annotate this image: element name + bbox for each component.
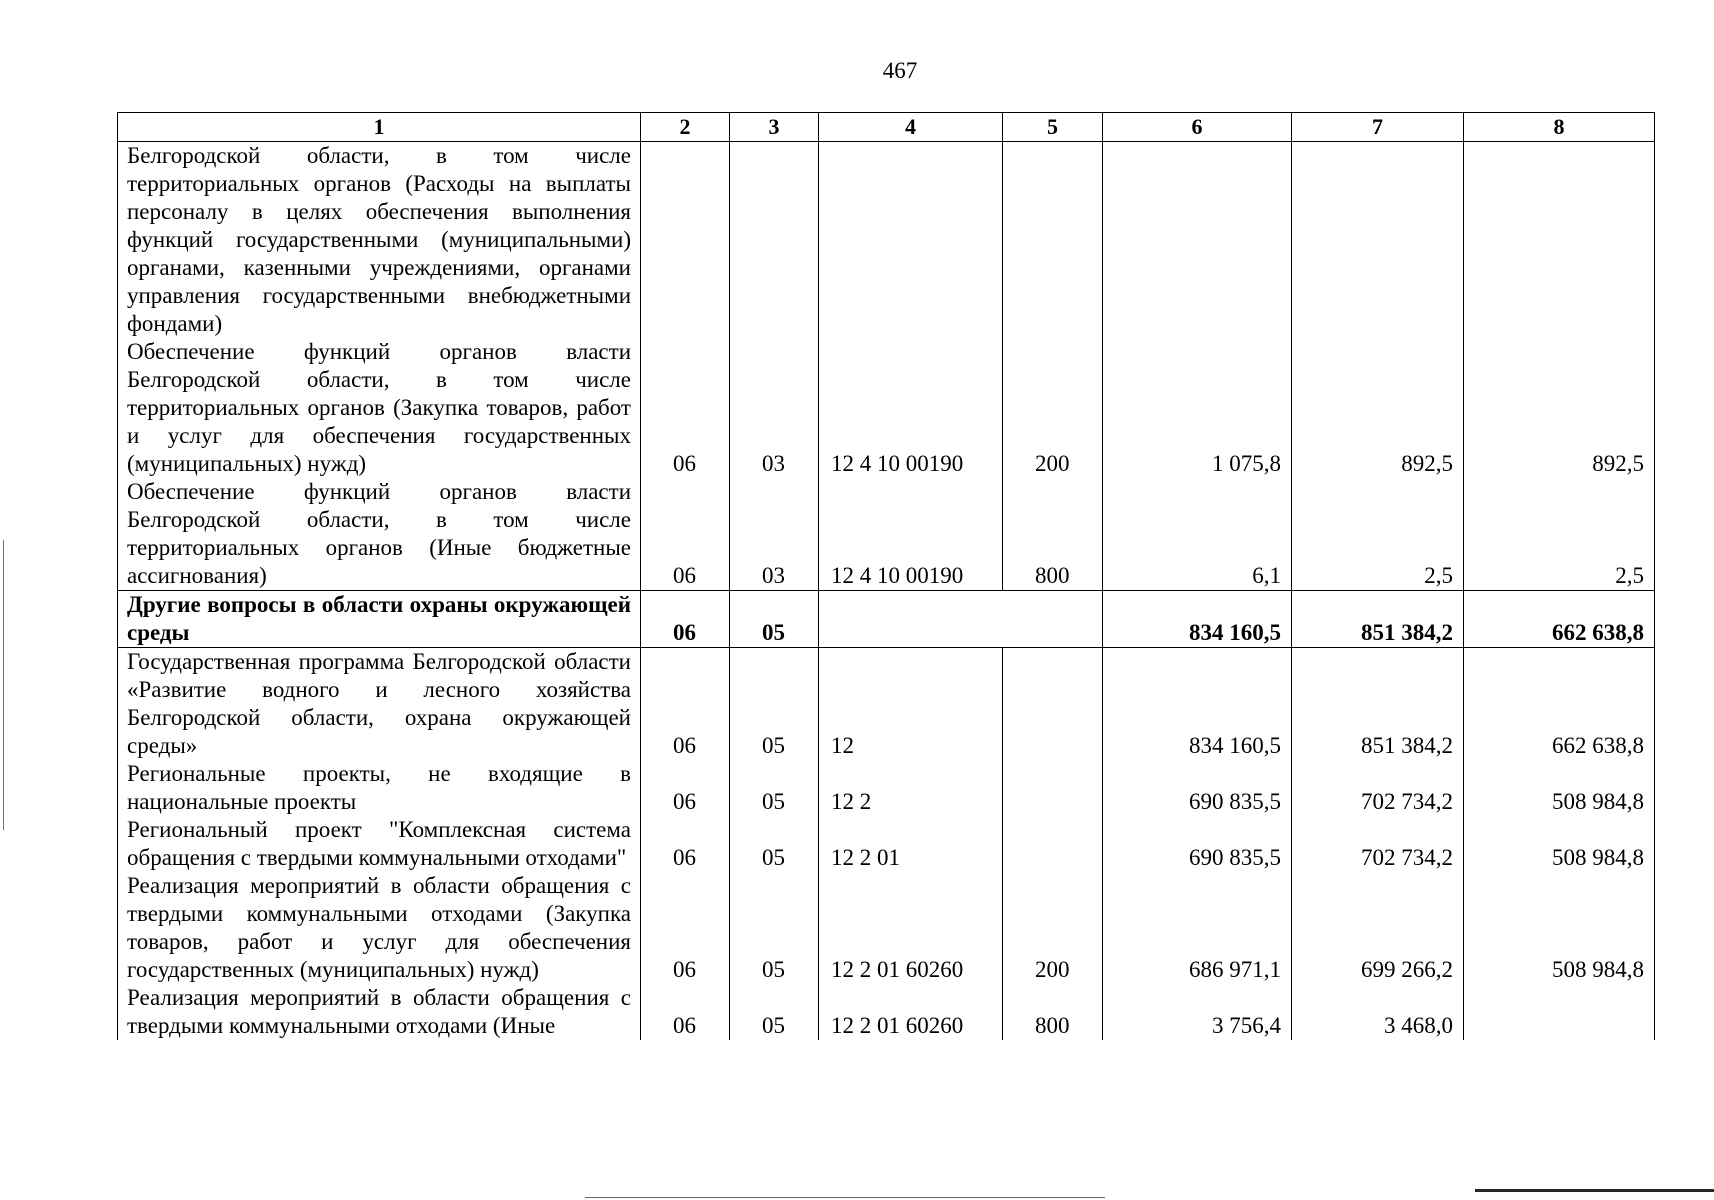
column-header: 1	[118, 113, 641, 142]
cell-expense-type	[1003, 760, 1103, 816]
cell-target-code: 12 2 01 60260	[819, 872, 1003, 984]
cell-expense-type: 800	[1003, 984, 1103, 1040]
cell-target-code: 12 2 01	[819, 816, 1003, 872]
table-row	[118, 872, 1655, 984]
cell-expense-type	[1003, 591, 1103, 648]
cell-subsection: 05	[730, 984, 819, 1040]
column-header: 6	[1103, 113, 1292, 142]
cell-subsection	[730, 142, 819, 339]
cell-target-code: 12 4 10 00190	[819, 478, 1003, 591]
column-header: 3	[730, 113, 819, 142]
cell-amount-col8: 508 984,8	[1464, 816, 1655, 872]
row-name: Региональные проекты, не входящие в национальные проекты	[118, 760, 641, 816]
column-header: 8	[1464, 113, 1655, 142]
row-name: Обеспечение функций органов власти Белгородской области, в том числе территориальных органов (Иные бюджетные ассигнования)	[118, 478, 641, 591]
cell-section	[641, 142, 730, 339]
scan-footer-line	[585, 1197, 1105, 1198]
cell-expense-type: 200	[1003, 872, 1103, 984]
cell-amount-col6: 834 160,5	[1103, 591, 1292, 648]
cell-subsection: 03	[730, 338, 819, 478]
cell-section: 06	[641, 591, 730, 648]
cell-subsection: 03	[730, 478, 819, 591]
cell-target-code: 12 2 01 60260	[819, 984, 1003, 1040]
table-row	[118, 984, 1655, 1040]
table-row	[118, 648, 1655, 761]
cell-expense-type	[1003, 142, 1103, 339]
cell-subsection: 05	[730, 760, 819, 816]
column-header: 7	[1292, 113, 1464, 142]
cell-section: 06	[641, 984, 730, 1040]
cell-target-code	[819, 591, 1003, 648]
cell-amount-col6: 686 971,1	[1103, 872, 1292, 984]
cell-target-code: 12 2	[819, 760, 1003, 816]
cell-target-code: 12	[819, 648, 1003, 761]
table-header-row	[118, 113, 1655, 142]
row-name: Реализация мероприятий в области обращения с твердыми коммунальными отходами (Иные	[118, 984, 641, 1040]
row-name: Другие вопросы в области охраны окружающей среды	[118, 591, 641, 648]
cell-amount-col8: 508 984,8	[1464, 760, 1655, 816]
cell-amount-col8: 892,5	[1464, 338, 1655, 478]
cell-amount-col8	[1464, 142, 1655, 339]
table-row	[118, 760, 1655, 816]
cell-amount-col8: 2,5	[1464, 478, 1655, 591]
cell-expense-type	[1003, 648, 1103, 761]
table-row	[118, 142, 1655, 339]
cell-subsection: 05	[730, 591, 819, 648]
cell-amount-col6: 834 160,5	[1103, 648, 1292, 761]
cell-section: 06	[641, 648, 730, 761]
cell-amount-col7: 699 266,2	[1292, 872, 1464, 984]
table-row	[118, 338, 1655, 478]
cell-subsection: 05	[730, 648, 819, 761]
cell-amount-col7: 2,5	[1292, 478, 1464, 591]
cell-subsection: 05	[730, 816, 819, 872]
cell-amount-col6: 1 075,8	[1103, 338, 1292, 478]
cell-expense-type: 200	[1003, 338, 1103, 478]
table-row	[118, 478, 1655, 591]
cell-amount-col7	[1292, 142, 1464, 339]
cell-amount-col6: 3 756,4	[1103, 984, 1292, 1040]
cell-section: 06	[641, 816, 730, 872]
cell-amount-col6: 690 835,5	[1103, 760, 1292, 816]
row-name: Обеспечение функций органов власти Белгородской области, в том числе территориальных органов (Закупка товаров, работ и услуг для обеспечения государственных (муниципальных) нужд)	[118, 338, 641, 478]
row-name: Реализация мероприятий в области обращения с твердыми коммунальными отходами (Закупка товаров, работ и услуг для обеспечения государственных (муниципальных) нужд)	[118, 872, 641, 984]
cell-amount-col6: 6,1	[1103, 478, 1292, 591]
row-name: Государственная программа Белгородской области «Развитие водного и лесного хозяйства Белгородской области, охрана окружающей среды»	[118, 648, 641, 761]
cell-amount-col7: 851 384,2	[1292, 648, 1464, 761]
cell-section: 06	[641, 338, 730, 478]
column-header: 5	[1003, 113, 1103, 142]
table-row	[118, 591, 1655, 648]
scan-footer-line	[1475, 1189, 1714, 1192]
cell-amount-col6: 690 835,5	[1103, 816, 1292, 872]
cell-amount-col8: 662 638,8	[1464, 648, 1655, 761]
cell-section: 06	[641, 760, 730, 816]
cell-target-code: 12 4 10 00190	[819, 338, 1003, 478]
cell-amount-col8: 508 984,8	[1464, 872, 1655, 984]
cell-section: 06	[641, 872, 730, 984]
cell-amount-col6	[1103, 142, 1292, 339]
cell-section: 06	[641, 478, 730, 591]
table-row	[118, 816, 1655, 872]
page-number: 467	[882, 58, 918, 83]
cell-amount-col7: 702 734,2	[1292, 760, 1464, 816]
column-header: 4	[819, 113, 1003, 142]
budget-table	[117, 112, 1655, 1040]
scan-margin-line	[3, 540, 4, 830]
cell-target-code	[819, 142, 1003, 339]
cell-amount-col7: 702 734,2	[1292, 816, 1464, 872]
cell-amount-col7: 3 468,0	[1292, 984, 1464, 1040]
column-header: 2	[641, 113, 730, 142]
row-name: Региональный проект "Комплексная система обращения с твердыми коммунальными отходами"	[118, 816, 641, 872]
cell-amount-col8: 662 638,8	[1464, 591, 1655, 648]
row-name: Белгородской области, в том числе территориальных органов (Расходы на выплаты персоналу в целях обеспечения выполнения функций государственными (муниципальными) органами, казенными учреждениями, органами управления государственными внебюджетными фондами)	[118, 142, 641, 339]
cell-expense-type: 800	[1003, 478, 1103, 591]
cell-expense-type	[1003, 816, 1103, 872]
cell-amount-col8	[1464, 984, 1655, 1040]
cell-amount-col7: 851 384,2	[1292, 591, 1464, 648]
cell-amount-col7: 892,5	[1292, 338, 1464, 478]
cell-subsection: 05	[730, 872, 819, 984]
